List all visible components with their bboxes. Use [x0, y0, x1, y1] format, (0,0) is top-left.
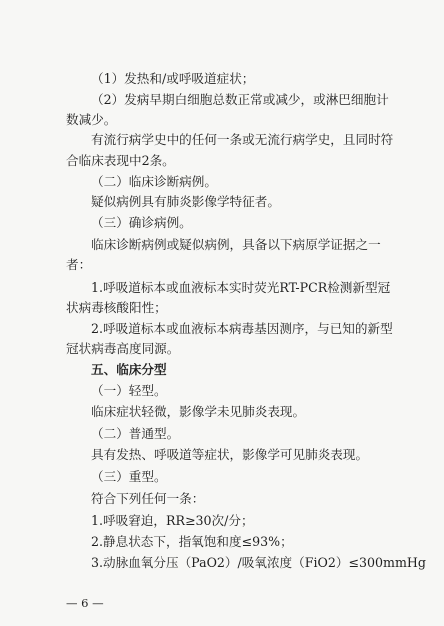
- text-line-14: 冠状病毒高度同源。: [66, 341, 180, 356]
- section-heading-common: （二）普通型。: [91, 426, 180, 441]
- text-line-5: 合临床表现中2条。: [66, 153, 175, 168]
- text-line-11: 1.呼吸道标本或血液标本实时荧光RT-PCR检测新型冠: [91, 280, 391, 295]
- text-line-17: 临床症状轻微，影像学未见肺炎表现。: [91, 404, 306, 419]
- text-line-13: 2.呼吸道标本或血液标本病毒基因测序，与已知的新型: [91, 321, 393, 336]
- text-line-2: （2）发病早期白细胞总数正常或减少，或淋巴细胞计: [91, 92, 389, 107]
- text-line-22: 1.呼吸窘迫，RR≥30次/分；: [91, 513, 254, 528]
- text-line-3: 数减少。: [66, 112, 117, 127]
- text-line-21: 符合下列任何一条：: [91, 491, 205, 506]
- section-heading-clinical-diagnosis: （二）临床诊断病例。: [91, 174, 217, 189]
- text-line-1: （1）发热和/或呼吸道症状；: [91, 71, 255, 86]
- section-heading-mild: （一）轻型。: [91, 383, 167, 398]
- text-line-12: 状病毒核酸阳性；: [66, 300, 167, 315]
- text-line-24: 3.动脉血氧分压（PaO2）/吸氧浓度（FiO2）≤300mmHg: [91, 555, 426, 570]
- section-heading-clinical-classification: 五、临床分型: [91, 362, 167, 377]
- page-number: — 6 —: [66, 596, 104, 610]
- text-line-10: 者：: [66, 257, 92, 272]
- section-heading-severe: （三）重型。: [91, 469, 167, 484]
- section-heading-confirmed-cases: （三）确诊病例。: [91, 215, 192, 230]
- text-line-4: 有流行病学史中的任何一条或无流行病学史，且同时符: [91, 132, 394, 147]
- text-line-9: 临床诊断病例或疑似病例，具备以下病原学证据之一: [91, 237, 381, 252]
- text-line-23: 2.静息状态下，指氧饱和度≤93%；: [91, 534, 293, 549]
- text-line-19: 具有发热、呼吸道等症状，影像学可见肺炎表现。: [91, 447, 369, 462]
- text-line-7: 疑似病例具有肺炎影像学特征者。: [91, 194, 280, 209]
